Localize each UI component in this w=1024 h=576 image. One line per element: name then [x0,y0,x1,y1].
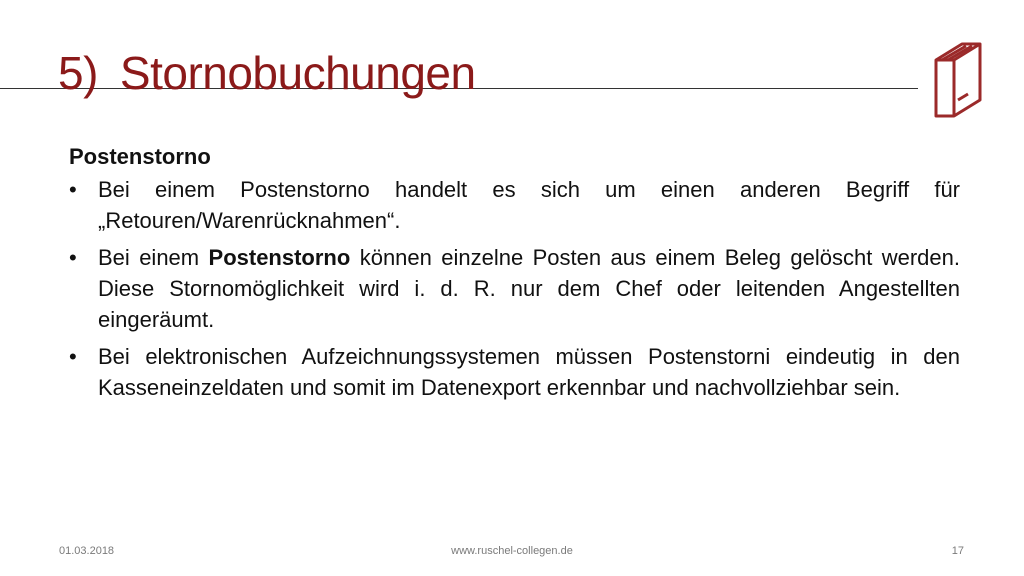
footer-url: www.ruschel-collegen.de [451,545,573,557]
bullet-glyph: • [69,177,77,202]
title-text: Stornobuchungen [119,47,476,99]
bullet-item [69,341,960,403]
bullet-glyph: • [69,245,77,270]
bullet-text: Bei elektronischen Aufzeichnungssystemen müssen Postenstorni eindeutig in den Kasseneinzeldaten und somit im Datenexport erkennbar und nachvollziehbar sein. [98,344,960,400]
slide-title [58,46,476,100]
footer-date: 01.03.2018 [59,545,115,557]
bullet-item [69,174,960,236]
subheading: Postenstorno [69,144,211,169]
bullet-bold-term: Postenstorno [208,245,351,270]
bullet-text: Bei einem Postenstorno handelt es sich um einen anderen Begriff für „Retouren/Warenrücknahmen“. [98,177,960,233]
bullet-text-before: Bei einem [98,245,209,270]
books-logo-icon [928,38,986,120]
page-number: 17 [951,545,964,557]
title-number: 5) [58,47,98,99]
bullet-list [69,174,960,403]
bullet-glyph: • [69,344,77,369]
bullet-item [69,242,960,335]
bullet-text-after: können einzelne Posten aus einem Beleg gelöscht werden. Diese Stornomöglichkeit wird i. d. R. nur dem Chef oder leitenden Angestellten eingeräumt. [98,245,960,332]
slide-body [69,140,960,409]
